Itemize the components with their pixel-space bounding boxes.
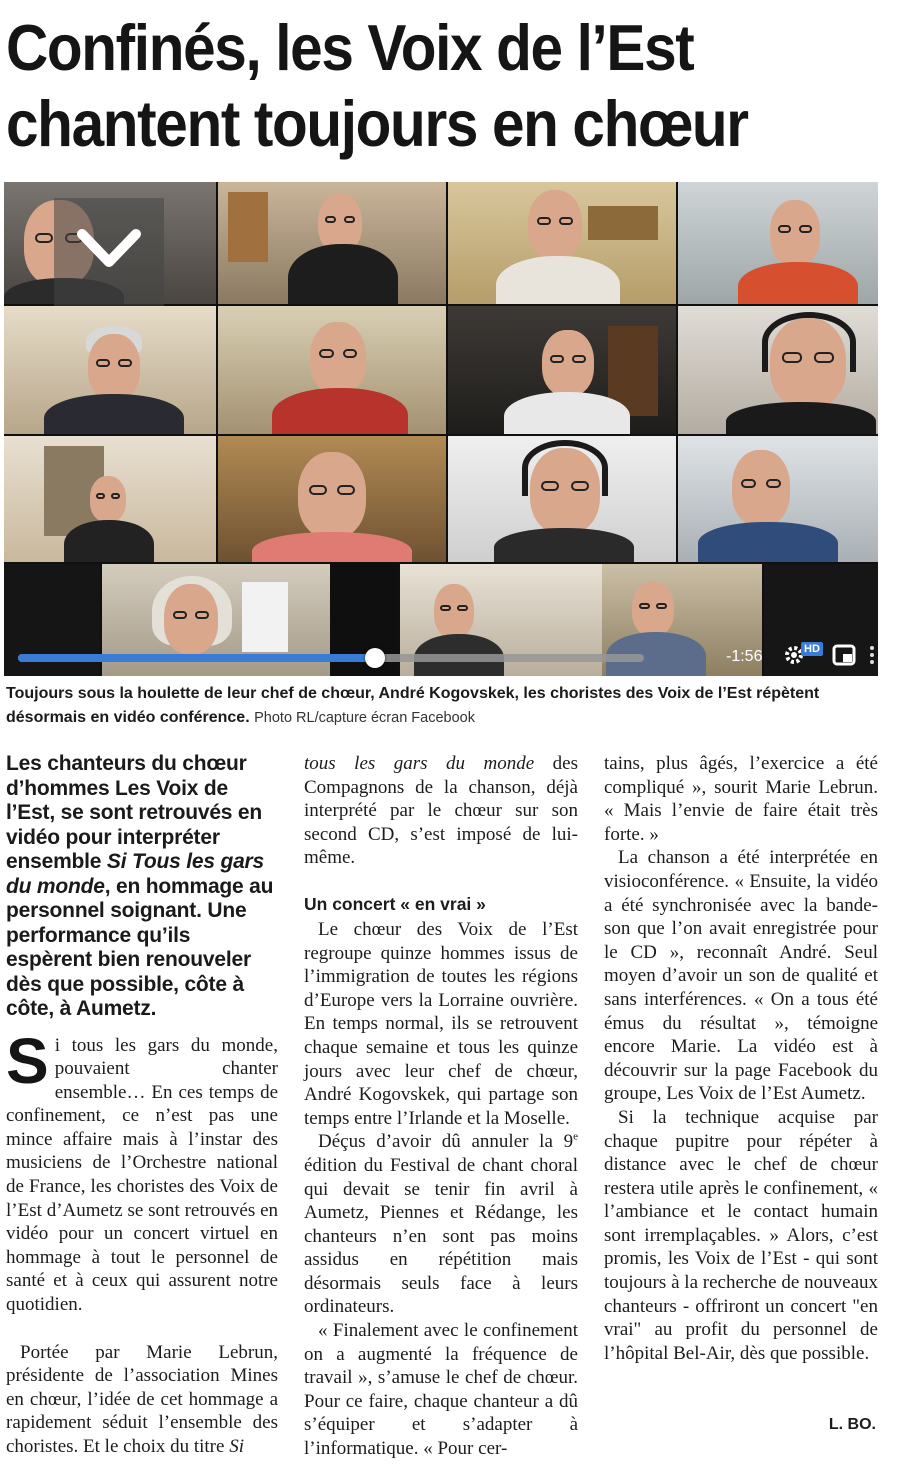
- participant-tile: [448, 436, 676, 562]
- paragraph: « Finalement avec le confinement on a augmenté la fréquence de travail », s’amuse le chef de chœur. Pour ce faire, chaque chanteur a dû s’équiper et s’adapter à l’informatique. « Pour cer-: [304, 1320, 578, 1460]
- author-signature: L. BO.: [828, 1416, 876, 1433]
- column-2: [304, 752, 578, 1461]
- participant-tile: [4, 436, 216, 562]
- participant-tile: [448, 182, 676, 304]
- paragraph: Portée par Marie Lebrun, présidente de l’association Mines en chœur, l’idée de cet hommage a rapidement séduit l’ensemble des choristes. Et le choix du titre Si: [6, 1341, 278, 1457]
- participant-tile: [218, 306, 446, 434]
- video-scrubber-handle[interactable]: [365, 648, 385, 668]
- drop-cap: S: [6, 1024, 49, 1097]
- participant-tile: [218, 436, 446, 562]
- paragraph: Si tous les gars du monde, pouvaient chanter ensemble… En ces temps de confinement, ce n’est pas une mince affaire mais à l’instar des musiciens de l’Orchestre national de France, les choristes des Voix de l’Est d’Aumetz se sont retrouvés en vidéo pour un concert virtuel en hommage à tout le personnel de santé et à ceux qui assurent notre quotidien.: [6, 1024, 278, 1316]
- collapse-video-button[interactable]: [54, 198, 164, 306]
- headline: [6, 10, 803, 162]
- time-remaining: -1:56: [726, 648, 763, 665]
- paragraph: Le chœur des Voix de l’Est regroupe quinze hommes issus de l’immigration de toutes les régions d’Europe vers la Lorraine ouvrière. En temps normal, ils se retrouvent chaque semaine et tous les quinze jours avec leur chef de chœur, André Kogovskek, qui partage son temps entre l’Irlande et la Moselle.: [304, 918, 578, 1129]
- video-conference-photo: [4, 182, 878, 676]
- participant-tile: [678, 436, 878, 562]
- lead-paragraph: Les chanteurs du chœur d’hommes Les Voix de l’Est, se sont retrouvés en vidéo pour interpréter ensemble Si Tous les gars du monde, en hommage au personnel soignant. Une performance qu’ils espèrent bien renouveler dès que possible, côte à côte, à Aumetz.: [6, 752, 274, 1020]
- participant-tile: [218, 182, 446, 304]
- photo-caption: [6, 682, 886, 730]
- video-progress-bar[interactable]: [18, 654, 644, 662]
- caption-text: Toujours sous la houlette de leur chef de chœur, André Kogovskek, les choristes des Voix de l’Est répètent désormais en vidéo conférence.: [6, 685, 820, 726]
- photo-credit: Photo RL/capture écran Facebook: [254, 710, 475, 726]
- more-options-icon[interactable]: [870, 644, 876, 668]
- participant-tile: [678, 182, 878, 304]
- column-3: [604, 752, 878, 1365]
- paragraph: tains, plus âgés, l’exercice a été compliqué », sourit Marie Lebrun. « Mais l’envie de faire était très forte. »: [604, 753, 878, 845]
- paragraph: Déçus d’avoir dû annuler la 9e édition du Festival de chant choral qui devait se tenir fin avril à Aumetz, Piennes et Rédange, les chanteurs n’en sont pas moins assidus en répétition mais désormais seuls face à leurs ordinateurs.: [304, 1130, 578, 1318]
- paragraph: La chanson a été interprétée en visioconférence. « Ensuite, la vidéo a été synchronisée avec la bande-son que l’on avait enregistrée pour le CD », reconnaît André. Seul moyen d’avoir un son de qualité et sans interférences. « On a tous été émus du résultat », témoigne encore Marie. La vidéo est à découvrir sur la page Facebook du groupe, Les Voix de l’Est Aumetz.: [604, 847, 878, 1105]
- participant-tile: [764, 564, 878, 676]
- column-1: [6, 752, 278, 1459]
- paragraph: Si la technique acquise par chaque pupitre pour répéter à distance avec le chef de chœur restera utile après le confinement, « l’ambiance et le contact humain sont irremplaçables. » Alors, c’est promis, les Voix de l’Est - qui sont toujours à la recherche de nouveaux chanteurs - offriront un concert "en vrai" au profit du personnel de l’hôpital Bel-Air, dès que possible.: [604, 1106, 878, 1364]
- headline-line-2: chantent toujours en chœur: [6, 87, 748, 160]
- video-progress-fill: [18, 654, 375, 662]
- song-title: tous les gars du monde: [304, 753, 535, 774]
- headline-line-1: Confinés, les Voix de l’Est: [6, 11, 694, 84]
- participant-tile: [448, 306, 676, 434]
- participant-tile: [678, 306, 878, 434]
- participant-tile: [4, 306, 216, 434]
- subheading: Un concert « en vrai »: [304, 893, 486, 914]
- song-title: Si Tous les gars du monde: [6, 850, 265, 898]
- miniplayer-icon[interactable]: [832, 644, 856, 666]
- paragraph: tous les gars du monde des Compagnons de la chanson, déjà interprété par le chœur sur son second CD, s’est imposé de lui-même.: [304, 753, 578, 869]
- hd-badge: HD: [801, 642, 823, 656]
- chevron-down-icon: [76, 226, 142, 272]
